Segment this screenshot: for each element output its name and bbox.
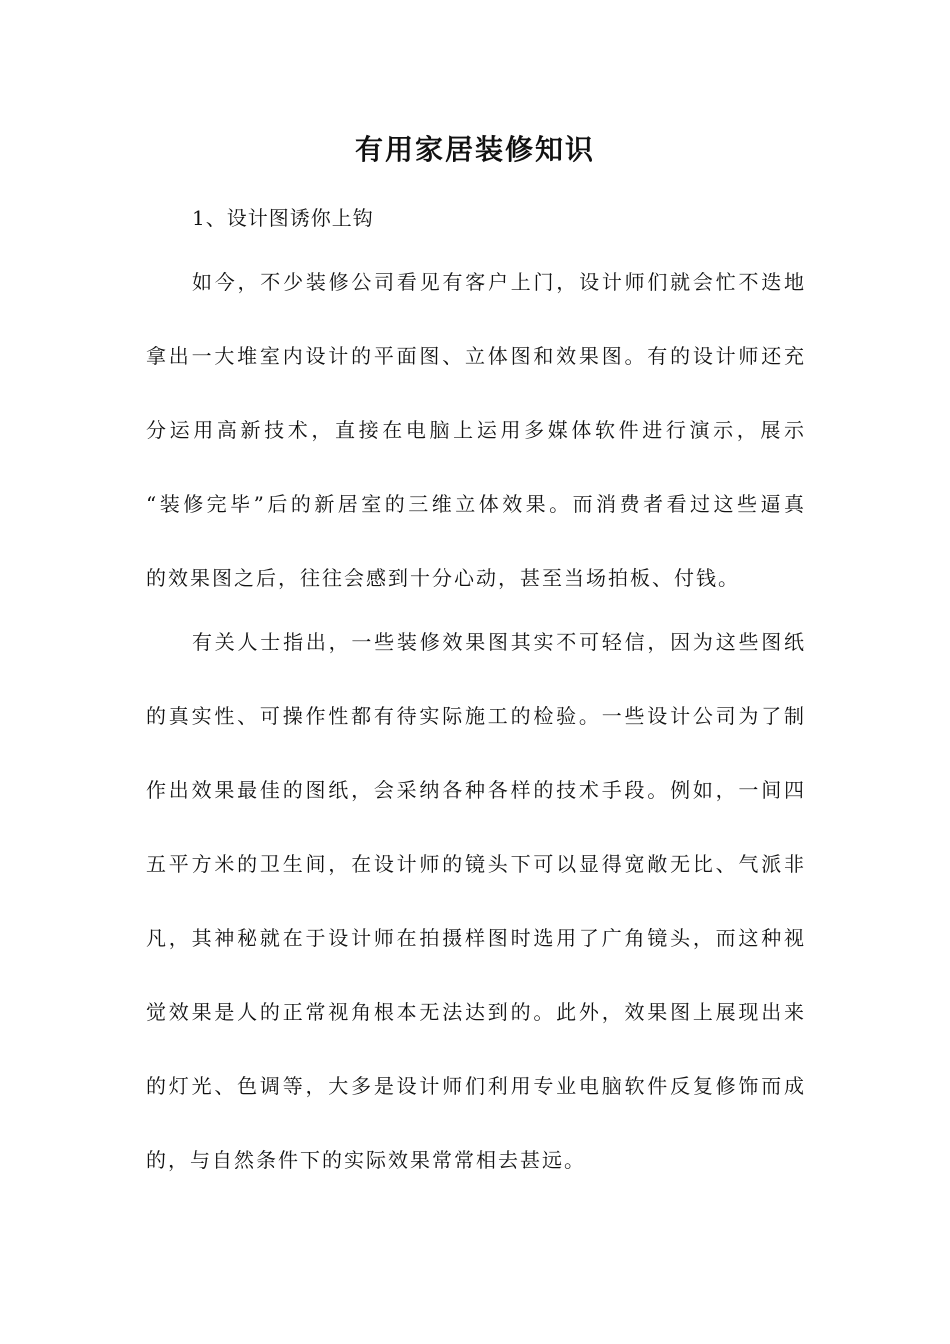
paragraph-2-line-6: 觉效果是人的正常视角根本无法达到的。此外，效果图上展现出来	[146, 1000, 804, 1024]
paragraph-2-line-5: 凡，其神秘就在于设计师在拍摄样图时选用了广角镜头，而这种视	[146, 926, 804, 950]
paragraph-1-line-3: 分运用高新技术，直接在电脑上运用多媒体软件进行演示，展示	[146, 418, 804, 442]
section-heading: 1、设计图诱你上钩	[192, 206, 374, 230]
document-title: 有用家居装修知识	[354, 133, 595, 166]
paragraph-1-line-1: 如今，不少装修公司看见有客户上门，设计师们就会忙不迭地	[192, 270, 804, 294]
paragraph-1-line-5: 的效果图之后，往往会感到十分心动，甚至当场拍板、付钱。	[146, 566, 740, 590]
paragraph-2-line-3: 作出效果最佳的图纸，会采纳各种各样的技术手段。例如，一间四	[146, 778, 804, 802]
paragraph-2-line-1: 有关人士指出，一些装修效果图其实不可轻信，因为这些图纸	[192, 630, 804, 654]
paragraph-2-line-7: 的灯光、色调等，大多是设计师们利用专业电脑软件反复修饰而成	[146, 1074, 804, 1098]
paragraph-2-line-2: 的真实性、可操作性都有待实际施工的检验。一些设计公司为了制	[146, 704, 804, 728]
paragraph-1-line-4: “装修完毕”后的新居室的三维立体效果。而消费者看过这些逼真	[146, 492, 804, 516]
paragraph-2-line-4: 五平方米的卫生间，在设计师的镜头下可以显得宽敞无比、气派非	[146, 852, 804, 876]
paragraph-1-line-2: 拿出一大堆室内设计的平面图、立体图和效果图。有的设计师还充	[146, 344, 804, 368]
paragraph-2-line-8: 的，与自然条件下的实际效果常常相去甚远。	[146, 1148, 586, 1172]
